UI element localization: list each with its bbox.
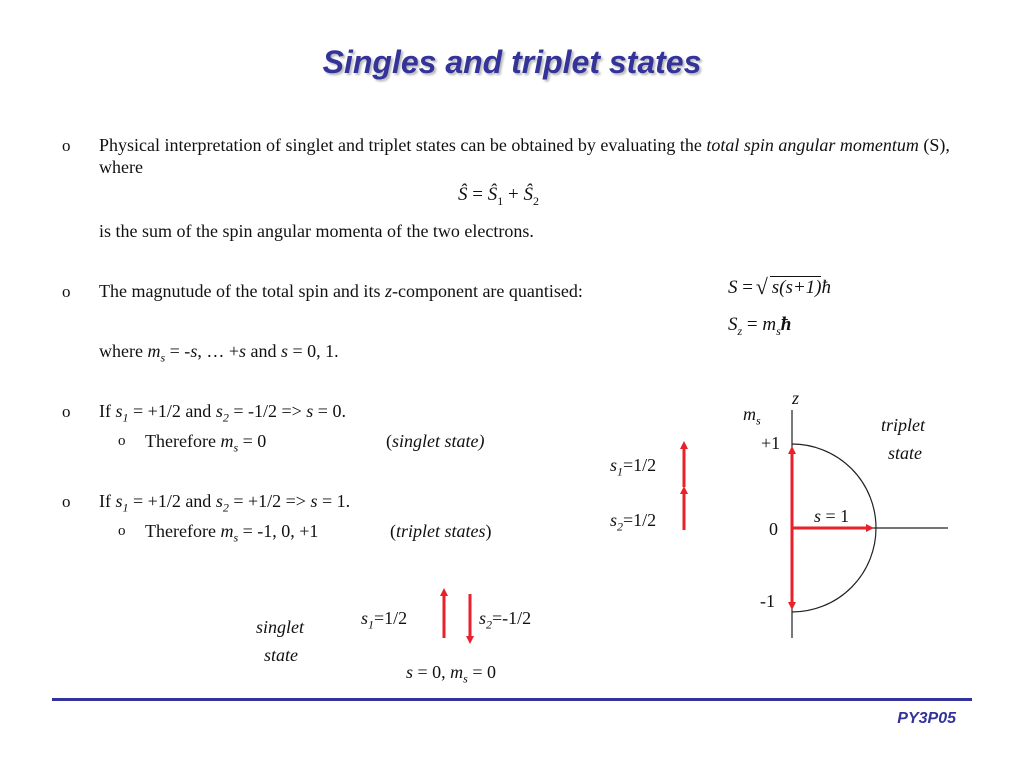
- eq-plus: +: [507, 184, 519, 205]
- sub-bullet-marker: o: [118, 433, 126, 449]
- eq1-hbar: ħ: [821, 277, 831, 298]
- eq-lhs: Ŝ: [458, 184, 468, 205]
- triplet-label-line1: triplet: [881, 415, 925, 435]
- where-e: = 0, 1.: [288, 341, 339, 361]
- b3-b: = +1/2 and: [128, 401, 216, 421]
- bullet-2-text-a: The magnutude of the total spin and its: [99, 281, 385, 301]
- b3-c: = -1/2 =>: [228, 401, 307, 421]
- sd-s2-s: s: [479, 608, 487, 628]
- ta-s1-sub: 1: [617, 464, 624, 479]
- b4s-em: triplet states: [396, 521, 486, 541]
- tick-zero: 0: [769, 519, 778, 539]
- b4-s2-sub: 2: [222, 500, 229, 515]
- ta-s2-val: =1/2: [623, 510, 657, 530]
- tick-minus1: -1: [760, 591, 775, 611]
- b4-s1-sub: 1: [122, 500, 129, 515]
- b4s-paren-close: ): [485, 521, 492, 541]
- eq-term2: Ŝ: [523, 184, 533, 205]
- eq2-m: m: [762, 314, 777, 335]
- where-s1: s: [190, 341, 198, 361]
- eq-equals: =: [472, 184, 483, 205]
- td-ms: m: [743, 404, 756, 424]
- td-vec-s: s: [814, 506, 822, 526]
- where-s3: s: [281, 341, 289, 361]
- singlet-label-line1: singlet: [256, 617, 304, 637]
- sd-s1-sub: 1: [368, 617, 375, 632]
- bullet-1-continuation: is the sum of the spin angular momenta of the two electrons.: [99, 221, 534, 241]
- bullet-2-z: z: [384, 281, 392, 301]
- b4-a: If: [99, 491, 116, 511]
- ta-s2-sub: 2: [617, 519, 624, 534]
- td-vec-rest: = 1: [821, 506, 850, 526]
- where-b: = -: [165, 341, 191, 361]
- footer-course-code: PY3P05: [897, 710, 956, 727]
- tick-plus1: +1: [761, 433, 781, 453]
- b4s-b: = -1, 0, +1: [238, 521, 319, 541]
- b4s-m-sub: s: [233, 530, 239, 545]
- b4-s3: s: [310, 491, 318, 511]
- eq2-equals: =: [746, 314, 758, 335]
- b4-d: = 1.: [317, 491, 351, 511]
- singlet-label-line2: state: [264, 645, 298, 665]
- ta-s2-s: s: [610, 510, 618, 530]
- sd-s2-val: =-1/2: [492, 608, 532, 628]
- bullet-1-text-a: Physical interpretation of singlet and triplet states can be obtained by evaluating the: [99, 135, 707, 155]
- ta-s1-s: s: [610, 455, 618, 475]
- b3-d: = 0.: [313, 401, 346, 421]
- slide-title: Singles and triplet states: [322, 44, 702, 80]
- b3-a: If: [99, 401, 116, 421]
- eq1-lhs: S: [728, 277, 738, 298]
- td-ms-sub: s: [756, 413, 761, 428]
- b4-s1: s: [115, 491, 123, 511]
- b3-s3: s: [306, 401, 314, 421]
- bullet-1-emphasis: total spin angular momentum: [706, 135, 919, 155]
- eq-term2-sub: 2: [532, 193, 539, 208]
- b4s-paren-open: (: [390, 521, 396, 541]
- b3-s2-sub: 2: [222, 410, 229, 425]
- b3-s1-sub: 1: [122, 410, 129, 425]
- where-a: where: [99, 341, 148, 361]
- bullet-marker: o: [62, 492, 71, 511]
- sqrt-icon: √: [755, 274, 768, 299]
- where-s2: s: [238, 341, 246, 361]
- b3-s2: s: [215, 401, 223, 421]
- triplet-label-line2: state: [888, 443, 922, 463]
- b3s-m: m: [220, 431, 234, 451]
- footer-divider: [52, 698, 972, 701]
- where-d: and: [246, 341, 281, 361]
- axis-z-label: z: [792, 388, 800, 408]
- eq2-m-sub: s: [776, 323, 781, 338]
- sd-cap-b: = 0: [467, 662, 496, 682]
- b4s-a: Therefore: [145, 521, 221, 541]
- ta-s1-val: =1/2: [623, 455, 657, 475]
- bullet-2-text-b: -component are quantised:: [391, 281, 583, 301]
- eq2-lhs-sub: z: [737, 323, 743, 338]
- sd-s1-val: =1/2: [374, 608, 408, 628]
- bullet-marker: o: [62, 402, 71, 421]
- b3s-paren-open: (: [386, 431, 392, 451]
- eq1-radicand: s(s+1): [771, 277, 822, 298]
- bullet-marker: o: [62, 136, 71, 155]
- sd-cap-m: m: [450, 662, 464, 682]
- eq-term1: Ŝ: [487, 184, 498, 205]
- b3s-m-sub: s: [233, 440, 239, 455]
- sd-cap-a: = 0,: [413, 662, 451, 682]
- eq-term1-sub: 1: [497, 193, 504, 208]
- b4-b: = +1/2 and: [128, 491, 216, 511]
- where-c: , … +: [197, 341, 239, 361]
- b3s-a: Therefore: [145, 431, 221, 451]
- sd-s2-sub: 2: [486, 617, 493, 632]
- bullet-1-text-b: (S), where: [99, 135, 950, 177]
- bullet-marker: o: [62, 282, 71, 301]
- b4-s2: s: [215, 491, 223, 511]
- b3-s1: s: [115, 401, 123, 421]
- sub-bullet-marker: o: [118, 523, 126, 539]
- sd-cap-m-sub: s: [463, 671, 468, 686]
- eq2-lhs: S: [728, 314, 738, 335]
- eq2-hbar: ħ: [780, 314, 792, 335]
- sd-s1-s: s: [361, 608, 369, 628]
- b3s-b: = 0: [238, 431, 267, 451]
- eq1-equals: =: [742, 277, 753, 298]
- b3s-em: singlet state): [392, 431, 485, 451]
- where-m-sub: s: [160, 350, 166, 365]
- b4-c: = +1/2 =>: [228, 491, 311, 511]
- b4s-m: m: [220, 521, 234, 541]
- sd-cap-s: s: [406, 662, 414, 682]
- where-m: m: [147, 341, 161, 361]
